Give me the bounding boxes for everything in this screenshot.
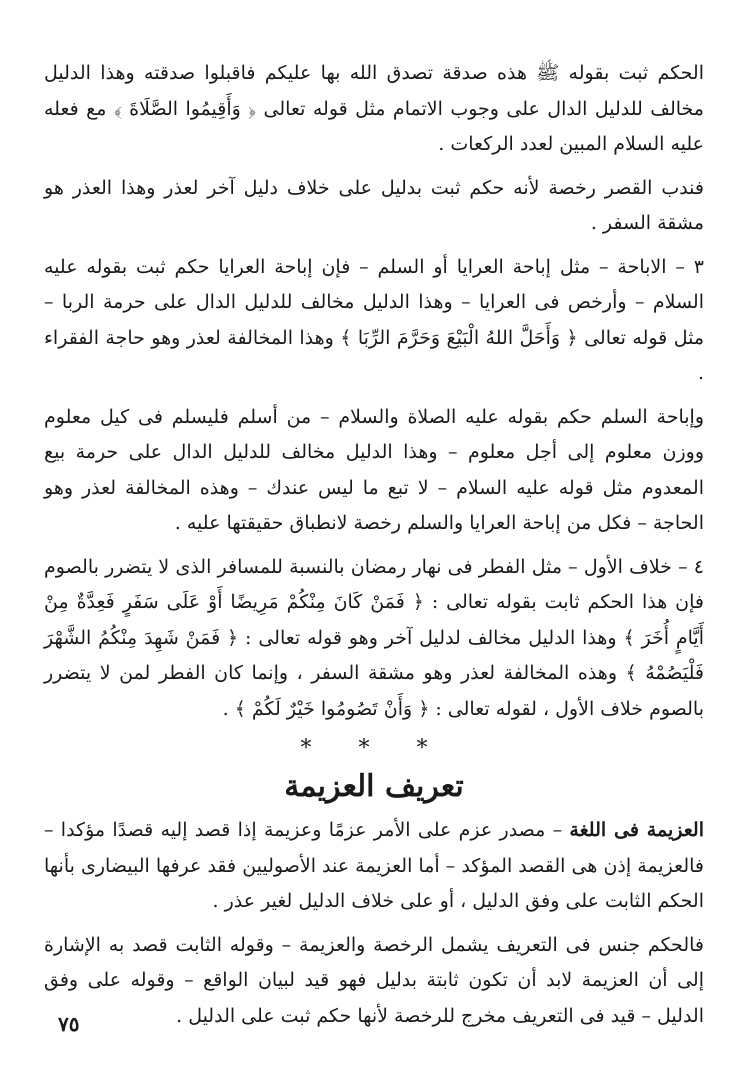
section-title: تعريف العزيمة (284, 769, 464, 804)
definition-text: – مصدر عزم على الأمر عزمًا وعزيمة إذا قصد إليه قصدًا مؤكدا – فالعزيمة إذن هى القصد المؤكد – أما العزيمة عند الأصوليين فقد عرفها البيضارى بأنها الحكم الثابت على وفق الدليل ، أو على خلاف الدليل لغير عذر . (44, 819, 704, 912)
paragraph-1: الحكم ثبت بقوله ﷺ هذه صدقة تصدق الله بها عليكم فاقبلوا صدقته وهذا الدليل مخالف للدليل الدال على وجوب الاتمام مثل قوله تعالى ﴿ وَأَقِيمُوا الصَّلَاةَ ﴾ مع فعله عليه السلام المبين لعدد الركعات . (44, 62, 704, 155)
paragraph-3: ٣ – الاباحة – مثل إباحة العرايا أو السلم – فإن إباحة العرايا حكم ثبت بقوله عليه السلام – وأرخص فى العرايا – وهذا الدليل مخالف للدليل الدال على حرمة الربا – مثل قوله تعالى ﴿ وَأَحَلَّ اللهُ الْبَيْعَ وَحَرَّمَ الرِّبَا ﴾ وهذا المخالفة لعذر وهو حاجة الفقراء . (44, 255, 704, 384)
page-number: ٧٥ (58, 1012, 80, 1036)
paragraph-5: ٤ – خلاف الأول – مثل الفطر فى نهار رمضان بالنسبة للمسافر الذى لا يتضرر بالصوم فإن هذا الحكم ثابت بقوله تعالى : ﴿ فَمَنْ كَانَ مِنْكُمْ مَرِيضًا أَوْ عَلَى سَفَرٍ فَعِدَّةٌ مِنْ أَيَّامٍ أُخَرَ ﴾ وهذا الدليل مخالف لدليل آخر وهو قوله تعالى : ﴿ فَمَنْ شَهِدَ مِنْكُمُ الشَّهْرَ فَلْيَصُمْهُ ﴾ وهذه المخالفة لعذر وهو مشقة السفر ، وإنما كان الفطر لمن لا يتضرر بالصوم خلاف الأول ، لقوله تعالى : ﴿ وَأَنْ تَصُومُوا خَيْرٌ لَكُمْ ﴾ . (44, 555, 704, 720)
paragraph-2: فندب القصر رخصة لأنه حكم ثبت بدليل على خلاف دليل آخر لعذر وهذا العذر هو مشقة السفر . (44, 176, 704, 234)
section-divider: * * * (300, 736, 448, 761)
definition-paragraph (44, 813, 704, 920)
definition-term: العزيمة فى اللغة (569, 819, 704, 841)
page-body (44, 56, 704, 1042)
paragraph-last: فالحكم جنس فى التعريف يشمل الرخصة والعزيمة – وقوله الثابت قصد به الإشارة إلى أن العزيمة لابد أن تكون ثابتة بدليل فهو قيد لبيان الواقع – وقوله على وفق الدليل – قيد فى التعريف مخرج للرخصة لأنها حكم ثبت على الدليل . (44, 933, 704, 1027)
paragraph-4: وإباحة السلم حكم بقوله عليه الصلاة والسلام – من أسلم فليسلم فى كيل معلوم ووزن معلوم إلى أجل معلوم – وهذا الدليل مخالف للدليل الدال على حرمة بيع المعدوم مثل قوله عليه السلام – لا تبع ما ليس عندك – وهذه المخالفة لعذر وهو الحاجة – فكل من إباحة العرايا والسلم رخصة لانطباق حقيقتها عليه . (44, 405, 704, 534)
